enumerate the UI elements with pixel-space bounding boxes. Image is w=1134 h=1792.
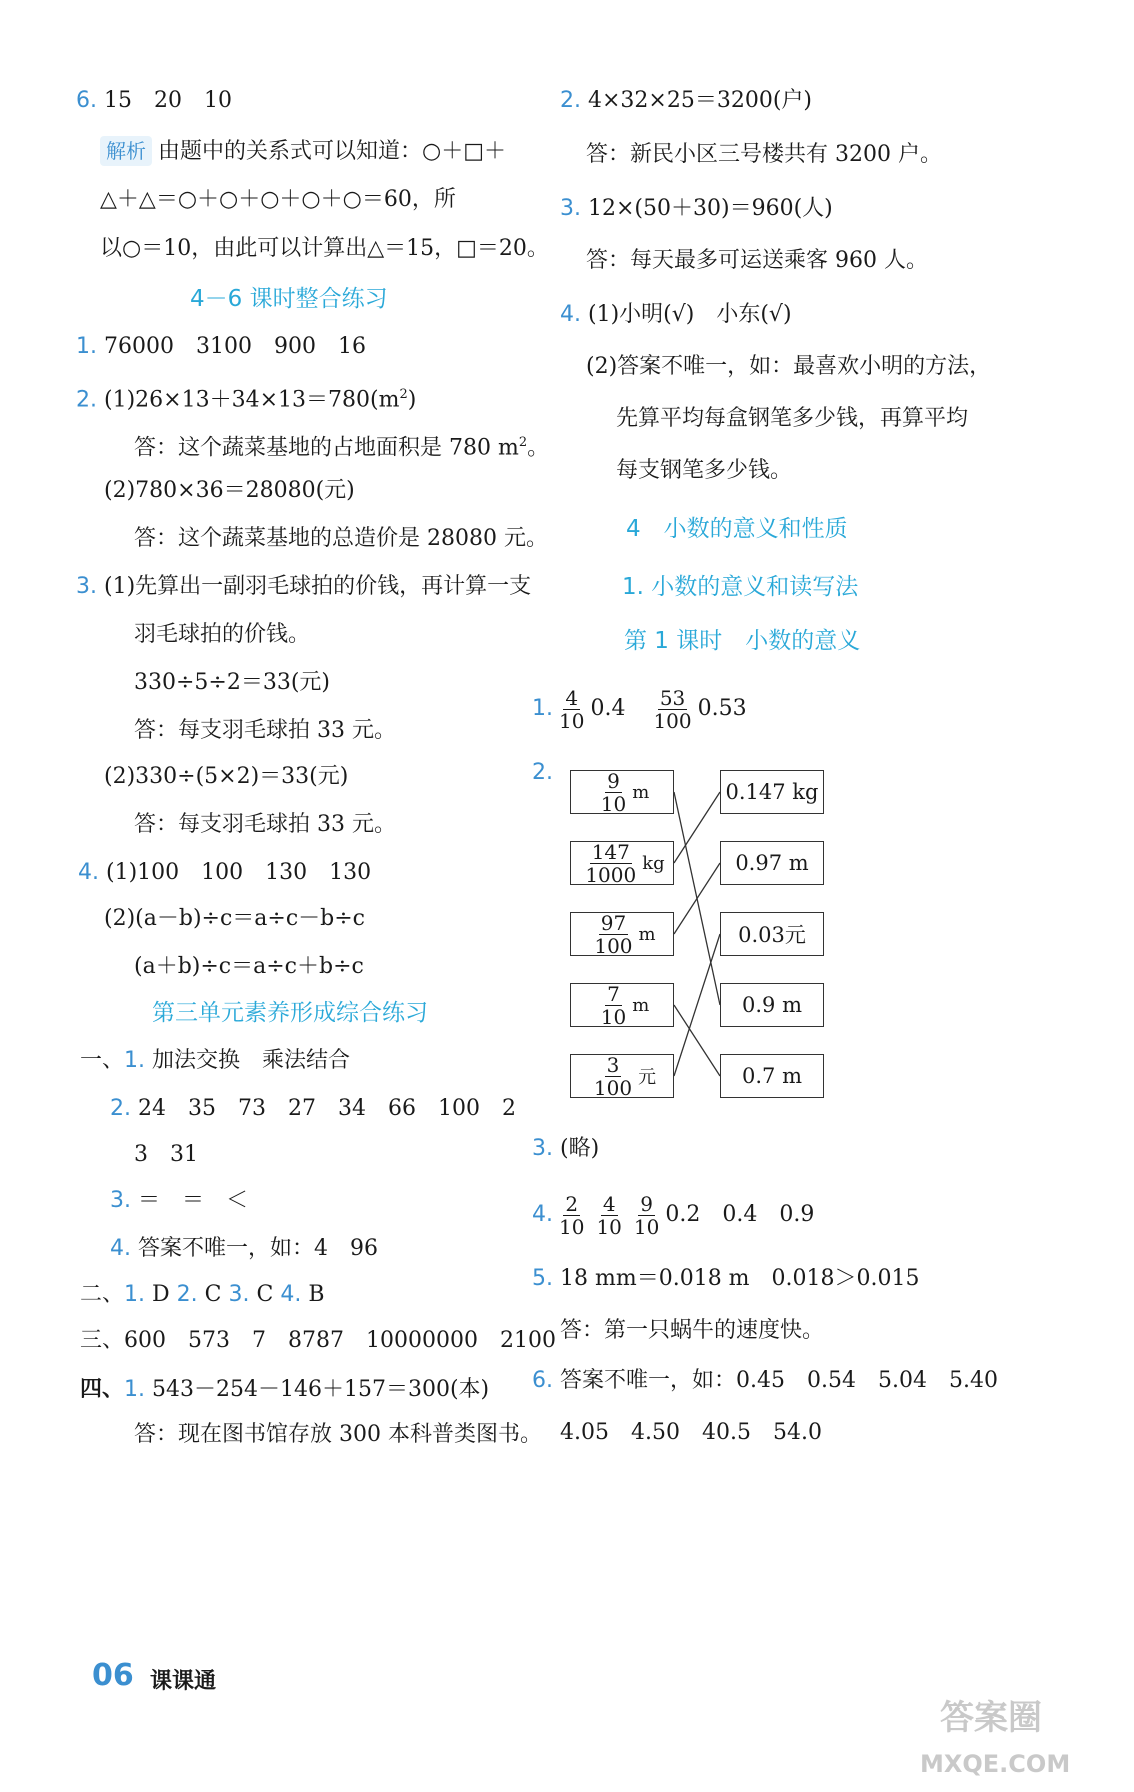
s2-two-q4-answer: B: [308, 1282, 325, 1307]
p3: [532, 1134, 599, 1164]
s2-two-q2-number: 2.: [176, 1282, 198, 1307]
s2-four-text: 543－254－146＋157＝300(本): [152, 1377, 490, 1402]
s2-one-q1-answer: 加法交换 乘法结合: [152, 1048, 351, 1073]
p4-f1-denominator: 10: [559, 1214, 585, 1239]
s2-one-q2-line2: 3 31: [134, 1142, 198, 1167]
match-left-denominator: 1000: [585, 862, 637, 887]
s2-two-q1-number: 1.: [124, 1282, 146, 1307]
match-connector-line: [674, 934, 720, 1076]
match-left-unit: 元: [638, 1067, 657, 1088]
match-left-numerator: 3: [606, 1052, 620, 1077]
section-title-unit3: 第三单元素养形成综合练习: [152, 1000, 428, 1026]
p6: [532, 1366, 998, 1396]
book-title: 课课通: [150, 1669, 217, 1694]
q6-number: 6.: [76, 88, 97, 113]
match-left-box: [570, 983, 674, 1027]
match-right-box: 0.7 m: [720, 1054, 824, 1098]
s2-three-answer: 600 573 7 8787 10000000 2100: [124, 1328, 556, 1353]
s1-q1: [76, 332, 366, 362]
p5-answer: 答：第一只蜗牛的速度快。: [560, 1318, 825, 1343]
s2-four-answer: 答：现在图书馆存放 300 本科普类图书。: [134, 1422, 542, 1447]
p3-number: 3.: [532, 1136, 553, 1161]
s1-q3-text-1: (1)先算出一副羽毛球拍的价钱，再计算一支: [104, 574, 532, 599]
p1-f2-denominator: 100: [653, 708, 692, 733]
p4-f3-denominator: 10: [633, 1214, 660, 1239]
s1-q2-b: (2)780×36＝28080(元): [104, 478, 355, 503]
s1-q4-line2: (2)(a－b)÷c＝a÷c－b÷c: [104, 906, 365, 931]
p4-number: 4.: [532, 1202, 553, 1227]
s1-q4-text-1: (1)100 100 130 130: [106, 860, 372, 885]
match-left-unit: kg: [642, 852, 665, 874]
watermark-logo: 答案圈: [940, 1698, 1042, 1738]
s1-q2-a-answer: [134, 428, 549, 463]
match-left-unit: m: [638, 923, 656, 945]
p1-f2-numerator: 53: [659, 685, 686, 710]
p1-value-1: 0.4: [590, 696, 626, 721]
p6-number: 6.: [532, 1368, 553, 1393]
q6-analysis-line3: [100, 234, 549, 264]
r-q4-text-1: (1)小明(√) 小东(√): [588, 302, 792, 327]
match-left-box: [570, 912, 674, 956]
section-title-4-6: 4－6 课时整合练习: [190, 286, 388, 312]
analysis-text-1: 由题中的关系式可以知道：○＋□＋: [158, 139, 506, 164]
r-q3-answer: 答：每天最多可运送乘客 960 人。: [586, 248, 928, 273]
match-right-box: 0.97 m: [720, 841, 824, 885]
unit-title: 4 小数的意义和性质: [626, 516, 848, 542]
r-q2-number: 2.: [560, 88, 581, 113]
s2-one-q4-answer: 答案不唯一，如：4 96: [138, 1236, 378, 1261]
s2-one-label: 一、: [80, 1048, 125, 1073]
p1-number: 1.: [532, 696, 553, 721]
s2-four-label: 四、: [80, 1376, 125, 1402]
s2-two-q2-answer: C: [204, 1282, 222, 1307]
p1-line: [532, 684, 747, 734]
s2-one-q3: [110, 1186, 248, 1216]
r-q2: [560, 86, 812, 116]
analysis-text-2: △＋△＝○＋○＋○＋○＋○＝60，所: [100, 187, 456, 212]
q6-analysis-line2: [100, 185, 456, 215]
s2-one-q2: [110, 1094, 516, 1124]
match-connector-line: [674, 792, 720, 863]
s1-q1-number: 1.: [76, 334, 97, 359]
s1-q2-a-sup: 2: [399, 387, 408, 402]
p5-text: 18 mm＝0.018 m 0.018＞0.015: [560, 1266, 920, 1291]
match-connector-line: [674, 1005, 720, 1076]
s2-two-label: 二、: [80, 1282, 125, 1307]
s1-q2-b-answer: 答：这个蔬菜基地的总造价是 28080 元。: [134, 526, 548, 551]
match-left-numerator: 97: [600, 910, 627, 935]
s2-one-q1-number: 1.: [124, 1048, 146, 1073]
s1-q3-line1: [76, 572, 531, 602]
s2-three: [80, 1326, 556, 1356]
match-left-fraction: [585, 841, 636, 886]
s2-one-q2-number: 2.: [110, 1096, 131, 1121]
p6-text-1: 答案不唯一，如：0.45 0.54 5.04 5.40: [560, 1368, 998, 1393]
s1-q2-a-text: (1)26×13＋34×13＝780(m: [104, 387, 400, 413]
match-left-numerator: 7: [607, 981, 620, 1006]
p4-fraction-2: [596, 1193, 621, 1238]
match-left-unit: m: [632, 994, 650, 1016]
p5-number: 5.: [532, 1266, 553, 1291]
r-q4-number: 4.: [560, 302, 581, 327]
match-left-box: [570, 1054, 674, 1098]
match-left-denominator: 100: [594, 933, 633, 958]
r-q3-text: 12×(50＋30)＝960(人): [588, 196, 833, 221]
p4-f3-numerator: 9: [640, 1191, 653, 1216]
page-number: 06: [92, 1658, 134, 1693]
r-q2-text: 4×32×25＝3200(户): [588, 88, 813, 113]
p3-text: (略): [560, 1136, 600, 1161]
s2-two-q1-answer: D: [152, 1282, 170, 1307]
p4-fraction-3: [634, 1193, 659, 1238]
p1-f1-denominator: 10: [559, 708, 585, 733]
lesson-title: 第 1 课时 小数的意义: [624, 628, 861, 654]
r-q2-answer: 答：新民小区三号楼共有 3200 户。: [586, 142, 942, 167]
analysis-text-3: 以○＝10，由此可以计算出△＝15，□＝20。: [100, 236, 549, 261]
s1-q2-a-answer-end: 。: [527, 435, 550, 461]
match-connector-line: [674, 863, 720, 934]
p2-number-line: [532, 758, 553, 788]
p1-fraction-2: [653, 687, 691, 732]
r-q4-line3: 先算平均每盒钢笔多少钱，再算平均: [616, 406, 969, 431]
s1-q4-number: 4.: [78, 860, 99, 885]
p6-line2: 4.05 4.50 40.5 54.0: [560, 1420, 822, 1445]
match-left-denominator: 10: [600, 791, 627, 816]
s1-q2-a-answer-sup: 2: [518, 435, 528, 450]
q6-analysis-line1: [100, 136, 506, 167]
q6-answer: 15 20 10: [104, 88, 232, 113]
s2-two-q3-number: 3.: [228, 1282, 250, 1307]
s2-one-q3-number: 3.: [110, 1188, 131, 1213]
s2-three-label: 三、: [80, 1328, 125, 1353]
s2-four: [80, 1374, 489, 1405]
s2-one-q4: [110, 1234, 378, 1264]
s2-two-q3-answer: C: [256, 1282, 274, 1307]
s2-one-q3-answer: ＝ ＝ ＜: [138, 1188, 249, 1213]
p5: [532, 1264, 920, 1294]
match-right-box: 0.03元: [720, 912, 824, 956]
r-q3-number: 3.: [560, 196, 581, 221]
p1-value-2: 0.53: [697, 696, 747, 721]
q6-line: [76, 86, 232, 116]
s1-q4-line1: [78, 858, 371, 888]
match-left-denominator: 10: [600, 1004, 627, 1029]
s1-q3-number: 3.: [76, 574, 97, 599]
p4-fraction-1: [559, 1193, 584, 1238]
s1-q4-line3: (a＋b)÷c＝a÷c＋b÷c: [134, 954, 364, 979]
s2-four-number: 1.: [124, 1377, 146, 1402]
r-q4-line2: (2)答案不唯一，如：最喜欢小明的方法，: [586, 354, 992, 379]
s2-two-q4-number: 4.: [280, 1282, 302, 1307]
p4-f2-denominator: 10: [596, 1214, 622, 1239]
s1-q3-line6: 答：每支羽毛球拍 33 元。: [134, 812, 396, 837]
analysis-tag: 解析: [100, 136, 152, 166]
p4-f1-numerator: 2: [565, 1191, 579, 1216]
match-left-fraction: [601, 770, 626, 815]
s2-one-q2-text-1: 24 35 73 27 34 66 100 2: [138, 1096, 516, 1121]
s2-two: [80, 1280, 325, 1310]
match-left-fraction: [594, 912, 632, 957]
s1-q2-a: [76, 380, 416, 415]
p4: [532, 1190, 814, 1240]
s1-q3-line2: 羽毛球拍的价钱。: [134, 622, 311, 647]
match-left-numerator: 147: [591, 839, 630, 864]
match-left-box: [570, 770, 674, 814]
sub-title: 1. 小数的意义和读写法: [622, 574, 859, 600]
s1-q3-line4: 答：每支羽毛球拍 33 元。: [134, 718, 396, 743]
match-left-numerator: 9: [607, 768, 620, 793]
match-right-box: 0.147 kg: [720, 770, 824, 814]
r-q3: [560, 194, 833, 224]
s1-q2-number: 2.: [76, 387, 97, 413]
match-left-fraction: [601, 983, 626, 1028]
p1-f1-numerator: 4: [565, 685, 579, 710]
match-left-denominator: 100: [593, 1075, 633, 1100]
matching-diagram: [560, 770, 870, 1110]
p4-f2-numerator: 4: [602, 1191, 616, 1216]
s1-q1-answer: 76000 3100 900 16: [104, 334, 366, 359]
s1-q3-line3: 330÷5÷2＝33(元): [134, 670, 331, 695]
r-q4-line4: 每支钢笔多少钱。: [616, 458, 793, 483]
match-left-unit: m: [632, 781, 650, 803]
r-q4: [560, 300, 792, 330]
match-left-fraction: [594, 1054, 632, 1099]
s1-q3-line5: (2)330÷(5×2)＝33(元): [104, 764, 349, 789]
match-left-box: [570, 841, 674, 885]
p2-number: 2.: [532, 760, 553, 785]
s2-one-q1: [80, 1046, 350, 1076]
p1-fraction-1: [559, 687, 584, 732]
s1-q2-a-answer-text: 答：这个蔬菜基地的占地面积是 780 m: [134, 435, 519, 461]
s1-q2-a-end: ): [407, 387, 417, 413]
watermark-url: MXQE.COM: [920, 1750, 1071, 1778]
p4-text: 0.2 0.4 0.9: [665, 1202, 815, 1227]
s2-one-q4-number: 4.: [110, 1236, 131, 1261]
match-right-box: 0.9 m: [720, 983, 824, 1027]
